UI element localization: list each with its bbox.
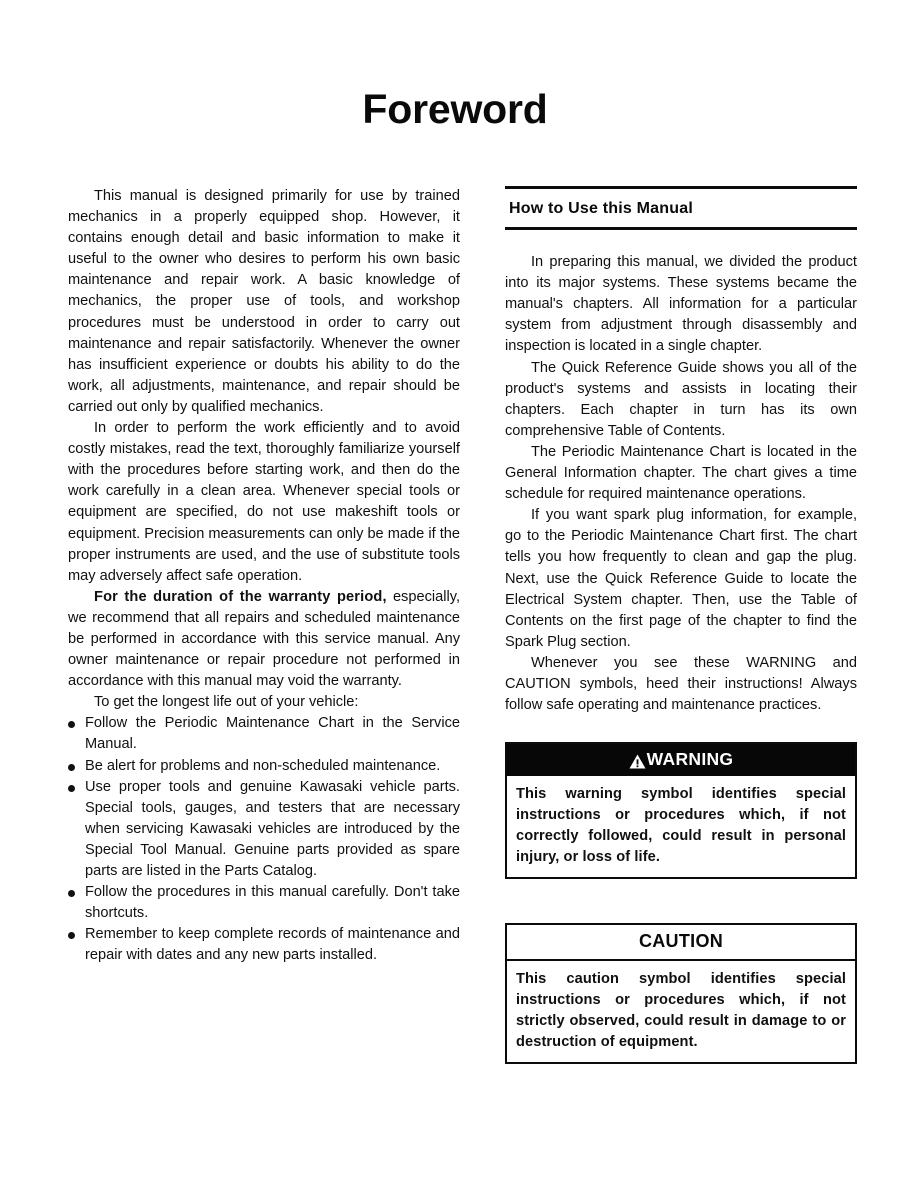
warranty-bold-lead: For the duration of the warranty period, (94, 588, 387, 605)
warning-triangle-icon (629, 753, 646, 768)
caution-box (505, 923, 857, 1064)
paragraph-efficiency: In order to perform the work efficiently and to avoid costly mistakes, read the text, thoroughly familiarize yourself with the procedures before starting work, and then do the work carefully in a clean area. Whenever special tools or equipment are specified, do not use makeshift tools or equipment. Precision measurements can only be made if the proper instruments are used, and the use of substitute tools may adversely affect safe operation. (68, 420, 460, 584)
warning-box-body (507, 776, 855, 877)
caution-box-spacer (505, 879, 857, 923)
warning-box (505, 742, 857, 879)
list-item (68, 713, 460, 755)
list-item (68, 777, 460, 882)
list-item-text: Remember to keep complete records of maintenance and repair with dates and any new parts installed. (85, 926, 460, 964)
page-title: Foreword (362, 86, 548, 132)
maintenance-bullet-list (68, 713, 460, 966)
paragraph-intro: This manual is designed primarily for use by trained mechanics in a properly equipped shop. However, it contains enough detail and basic information to make it useful to the owner who desires to perform his own basic maintenance and repair work. A basic knowledge of mechanics, the proper use of tools, and workshop procedures must be understood in order to carry out maintenance and repair satisfactorily. Whenever the owner has insufficient experience or doubts his ability to do the work, all adjustments, maintenance, and repair should be carried out only by qualified mechanics. (68, 188, 460, 415)
left-text-column (68, 186, 460, 966)
warning-box-header (507, 744, 855, 776)
caution-box-body (507, 961, 855, 1062)
list-intro: To get the longest life out of your vehicle: (94, 694, 359, 711)
list-item-text: Use proper tools and genuine Kawasaki vehicle parts. Special tools, gauges, and testers that are necessary when servicing Kawasaki vehicles are introduced by the Special Tool Manual. Genuine parts provided as spare parts are listed in the Parts Catalog. (85, 778, 460, 879)
list-item-text: Be alert for problems and non-scheduled maintenance. (85, 757, 441, 774)
paragraph-warranty (68, 587, 460, 692)
right-text-column (505, 186, 857, 1064)
list-item (68, 882, 460, 924)
paragraph-preparing: In preparing this manual, we divided the product into its major systems. These systems became the manual's chapters. All information for a particular system from adjustment through disassembly and inspection is located in a single chapter. (505, 254, 857, 355)
caution-box-label: CAUTION (507, 925, 855, 961)
paragraph-quick-reference: The Quick Reference Guide shows you all of the product's systems and assists in locating their chapters. Each chapter in turn has its own comprehensive Table of Contents. (505, 359, 857, 439)
paragraph-periodic-chart: The Periodic Maintenance Chart is located in the General Information chapter. The chart gives a time schedule for required maintenance operations. (505, 443, 857, 503)
list-item-text: Follow the procedures in this manual carefully. Don't take shortcuts. (85, 884, 460, 922)
warning-box-text: This warning symbol identifies special instructions or procedures which, if not correctly followed, could result in personal injury, or loss of life. (516, 786, 846, 866)
caution-box-text: This caution symbol identifies special instructions or procedures which, if not strictly observed, could result in damage to or destruction of equipment. (516, 971, 846, 1051)
list-item-text: Follow the Periodic Maintenance Chart in the Service Manual. (85, 715, 460, 753)
section-heading-label: How to Use this Manual (509, 200, 693, 217)
warning-box-label: WARNING (646, 749, 734, 770)
list-item (68, 756, 460, 777)
warranty-rest: especially, we recommend that all repairs and scheduled maintenance be performed in accordance with this service manual. Any owner maintenance or repair procedure not performed in accordance with this manual may void the warranty. (68, 588, 460, 690)
paragraph-spark-plug-example: If you want spark plug information, for example, go to the Periodic Maintenance Chart first. The chart tells you how frequently to clean and gap the plug. Next, use the Quick Reference Guide to locate the Electrical System chapter. Then, use the Table of Contents on the first page of the chapter to find the Spark Plug section. (505, 507, 857, 650)
paragraph-symbols: Whenever you see these WARNING and CAUTION symbols, heed their instructions! Always follow safe operating and maintenance practices. (505, 654, 857, 714)
list-item (68, 924, 460, 966)
warning-box-spacer (505, 716, 857, 742)
section-heading-block (505, 186, 857, 230)
heading-spacer (505, 230, 857, 252)
